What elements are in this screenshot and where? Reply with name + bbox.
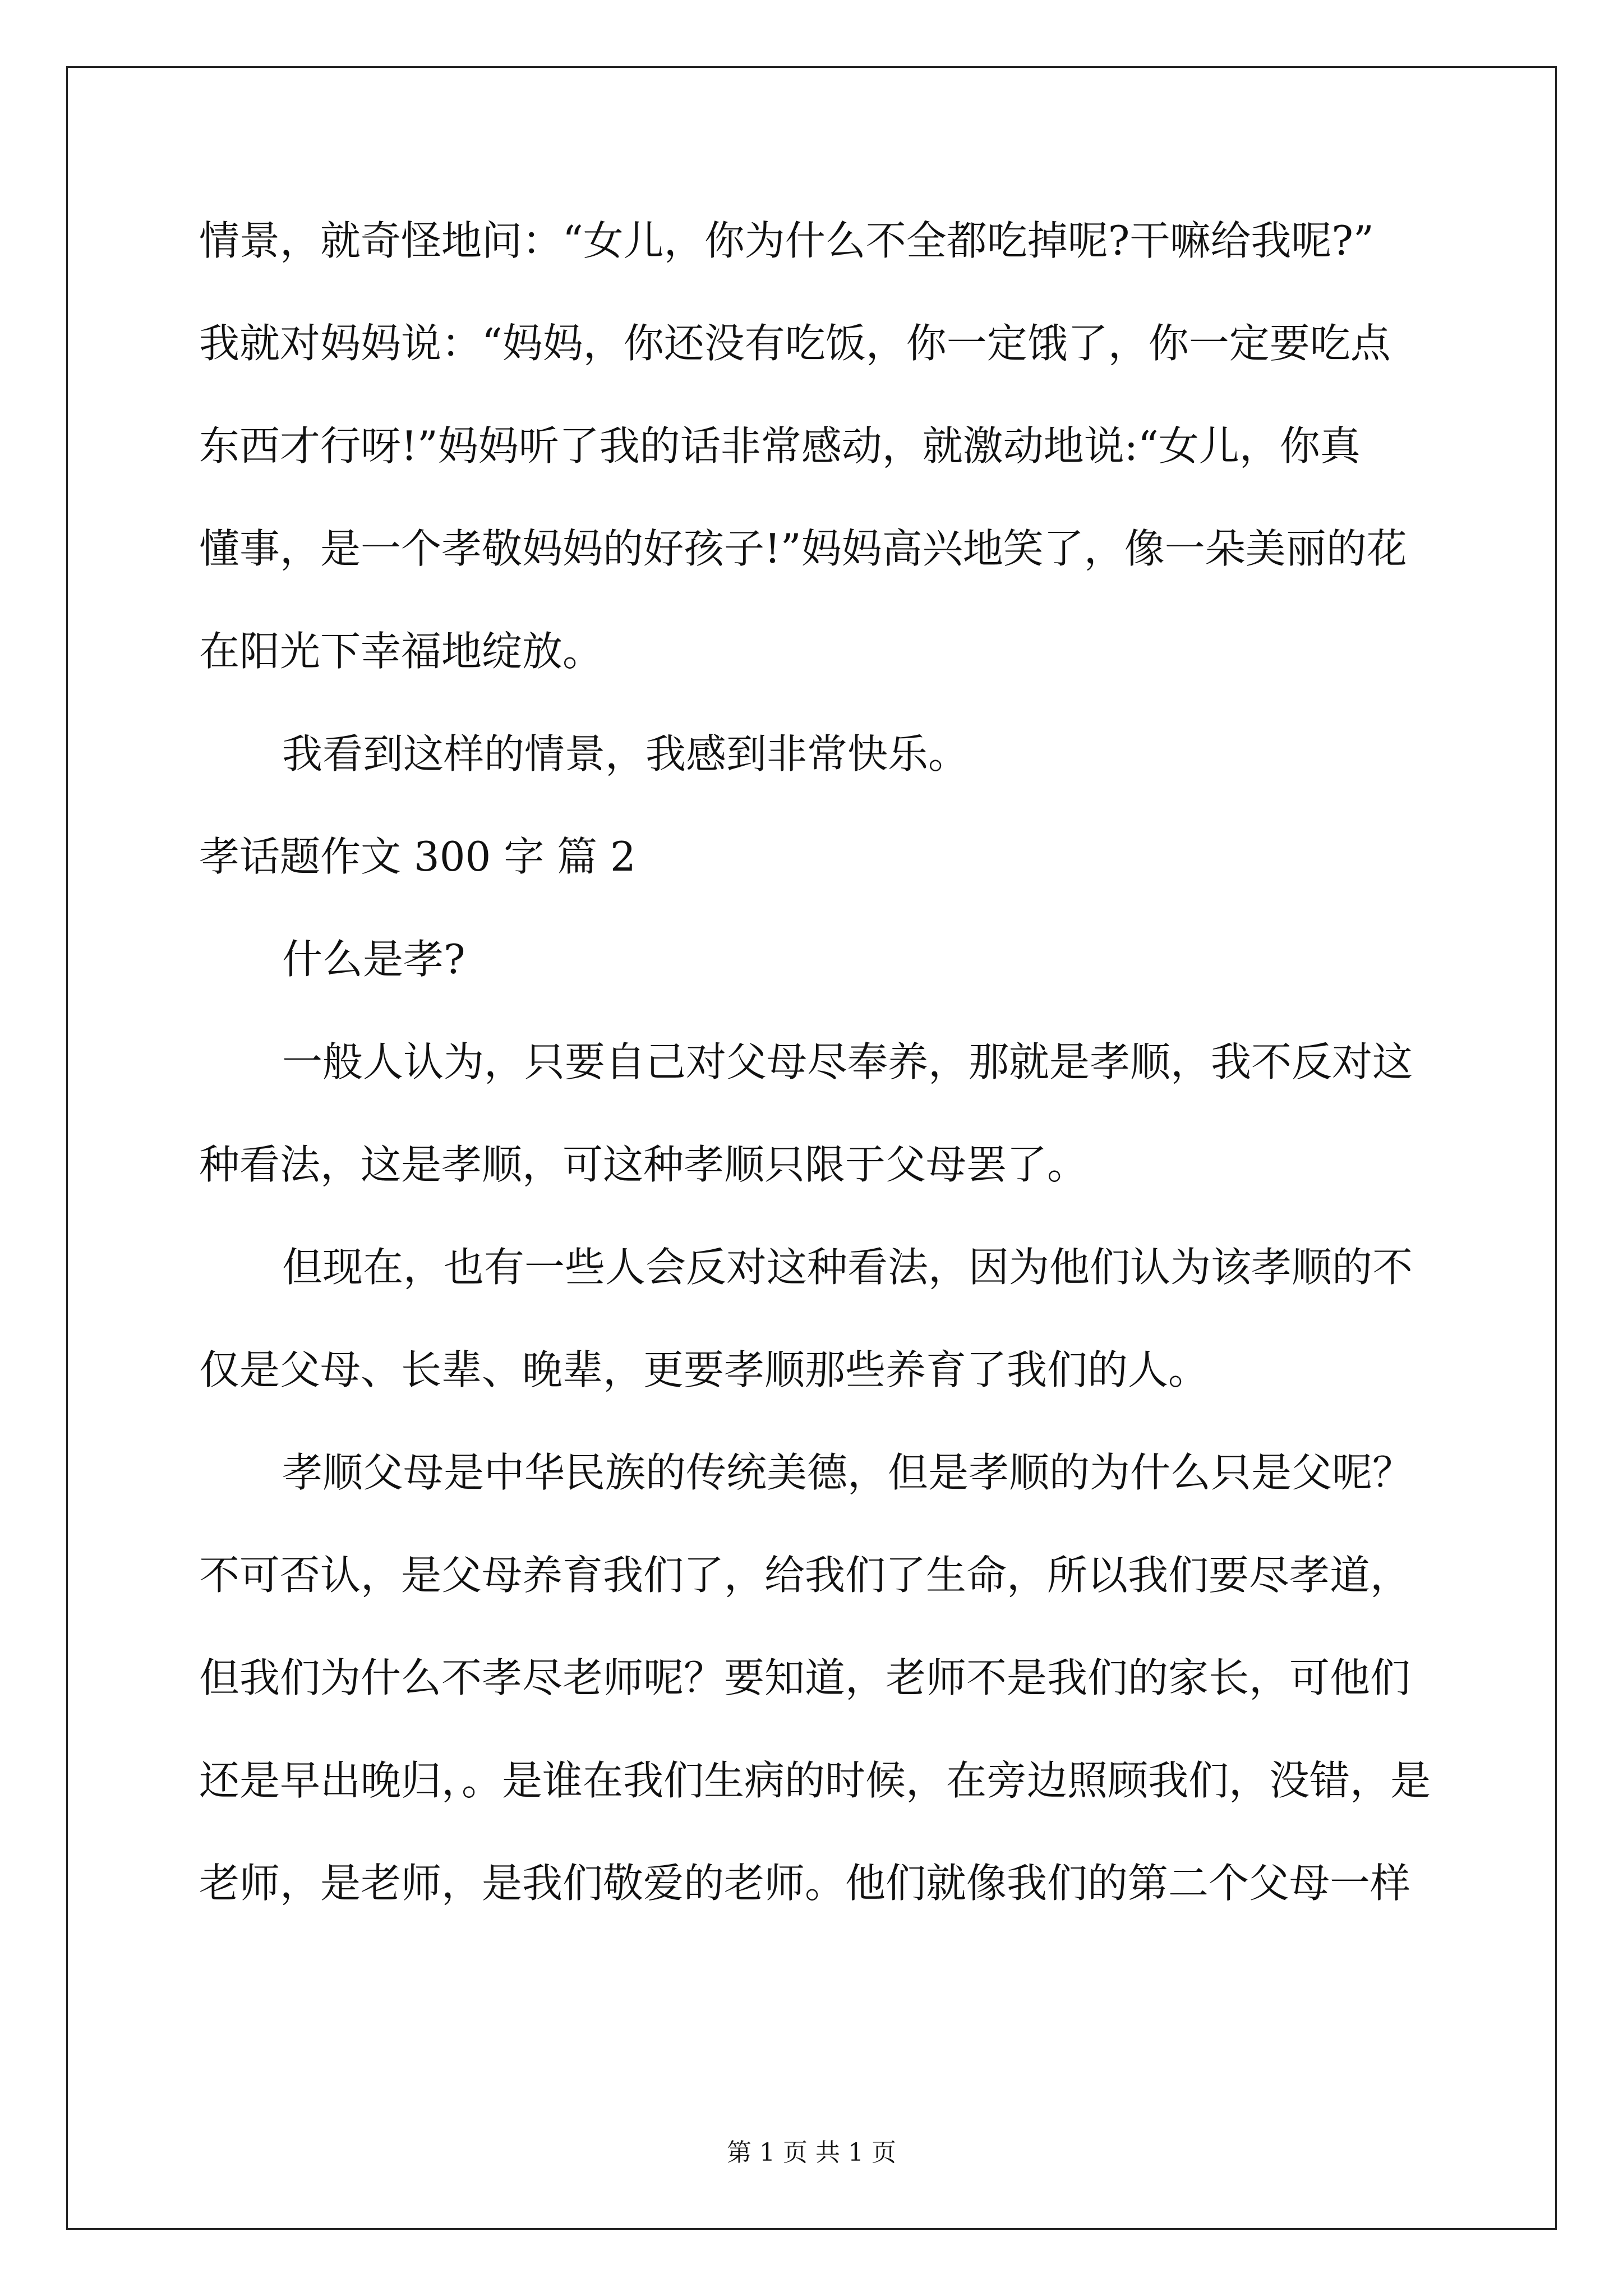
document-body <box>199 210 1438 1955</box>
paragraph-line: 我看到这样的情景，我感到非常快乐。 <box>282 730 969 777</box>
text-line: 东西才行呀!”妈妈听了我的话非常感动，就激动地说:“女儿，你真 <box>199 422 1361 470</box>
text-line: 我就对妈妈说：“妈妈，你还没有吃饭，你一定饿了，你一定要吃点 <box>199 320 1391 367</box>
section-heading: 孝话题作文 300 字 篇 2 <box>199 833 636 880</box>
paragraph-line: 孝顺父母是中华民族的传统美德，但是孝顺的为什么只是父呢？ <box>282 1449 1413 1496</box>
text-line: 情景，就奇怪地问：“女儿，你为什么不全都吃掉呢?干嘛给我呢?” <box>199 217 1374 264</box>
text-line: 还是早出晚归，。是谁在我们生病的时候，在旁边照顾我们，没错，是 <box>199 1757 1431 1804</box>
text-line: 不可否认，是父母养育我们了，给我们了生命，所以我们要尽孝道， <box>199 1552 1411 1599</box>
text-line: 仅是父母、长辈、晚辈，更要孝顺那些养育了我们的人。 <box>199 1346 1209 1393</box>
paragraph-line: 什么是孝? <box>282 936 465 983</box>
text-line: 懂事，是一个孝敬妈妈的好孩子!”妈妈高兴地笑了，像一朵美丽的花 <box>199 525 1407 572</box>
paragraph-line: 但现在，也有一些人会反对这种看法，因为他们认为该孝顺的不 <box>282 1244 1413 1291</box>
text-line: 种看法，这是孝顺，可这种孝顺只限于父母罢了。 <box>199 1141 1088 1188</box>
paragraph-line: 一般人认为，只要自己对父母尽奉养，那就是孝顺，我不反对这 <box>282 1038 1413 1085</box>
text-line: 但我们为什么不孝尽老师呢？要知道，老师不是我们的家长，可他们 <box>199 1654 1411 1701</box>
text-line: 在阳光下幸福地绽放。 <box>199 628 603 675</box>
text-line: 老师，是老师，是我们敬爱的老师。他们就像我们的第二个父母一样 <box>199 1860 1411 1907</box>
page-footer: 第 1 页 共 1 页 <box>727 2138 896 2167</box>
